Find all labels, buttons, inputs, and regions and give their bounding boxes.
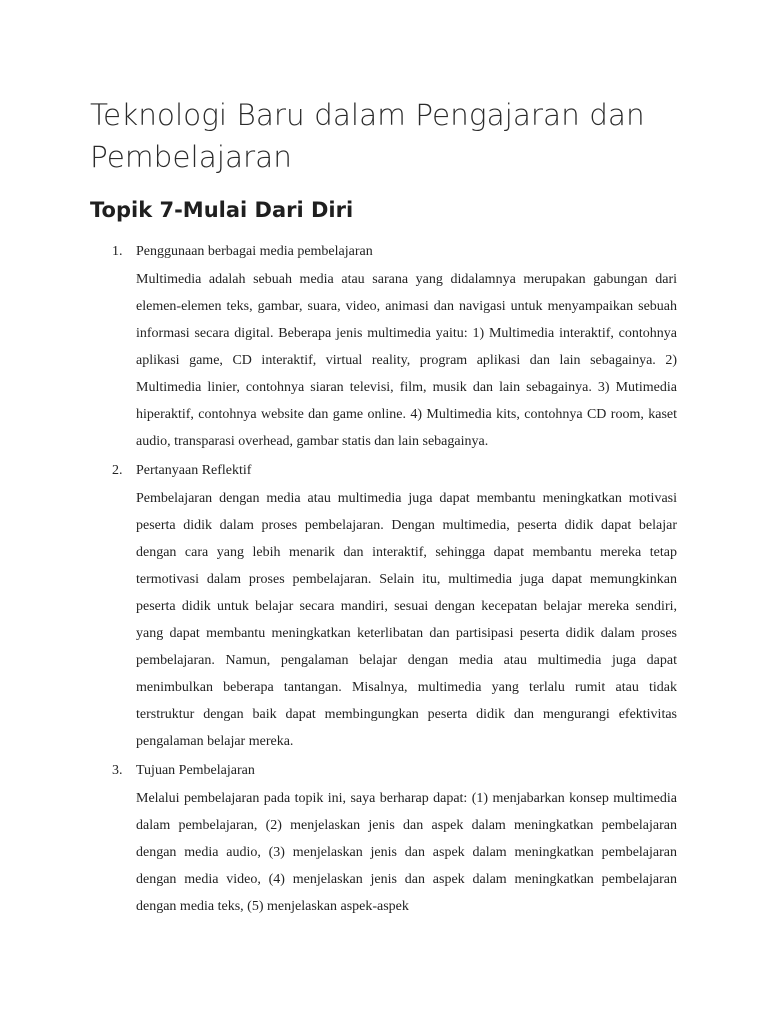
list-item — [0, 759, 768, 920]
list-item-body: Melalui pembelajaran pada topik ini, saya berharap dapat: (1) menjabarkan konsep multimedia dalam pembelajaran, (2) menjelaskan jenis dan aspek dalam meningkatkan pembelajaran dengan media audio, (3) menjelaskan jenis dan aspek dalam meningkatkan pembelajaran dengan media video, (4) menjelaskan jenis dan aspek dalam meningkatkan pembelajaran dengan media teks, (5) menjelaskan aspek-aspek — [136, 791, 677, 914]
list-item-number: 3. — [112, 763, 123, 778]
list-item-body: Multimedia adalah sebuah media atau sarana yang didalamnya merupakan gabungan dari elemen-elemen teks, gambar, suara, video, animasi dan navigasi untuk menyampaikan sebuah informasi secara digital. Beberapa jenis multimedia yaitu: 1) Multimedia interaktif, contohnya aplikasi game, CD interaktif, virtual reality, program aplikasi dan lain sebagainya. 2) Multimedia linier, contohnya siaran televisi, film, musik dan lain sebagainya. 3) Mutimedia hiperaktif, contohnya website dan game online. 4) Multimedia kits, contohnya CD room, kaset audio, transparasi overhead, gambar statis dan lain sebagainya. — [136, 272, 677, 449]
numbered-list — [0, 240, 768, 924]
list-item — [0, 240, 768, 455]
list-item-heading: Pertanyaan Reflektif — [136, 463, 252, 478]
document-title: Teknologi Baru dalam Pengajaran dan Pembelajaran — [90, 98, 645, 174]
list-item-body: Pembelajaran dengan media atau multimedia juga dapat membantu meningkatkan motivasi peserta didik dalam proses pembelajaran. Dengan multimedia, peserta didik dapat belajar dengan cara yang lebih menarik dan interaktif, sehingga dapat membantu mereka tetap termotivasi dalam proses pembelajaran. Selain itu, multimedia juga dapat memungkinkan peserta didik untuk belajar secara mandiri, sesuai dengan kecepatan belajar mereka sendiri, yang dapat membantu meningkatkan keterlibatan dan partisipasi peserta didik dalam proses pembelajaran. Namun, pengalaman belajar dengan media atau multimedia juga dapat menimbulkan beberapa tantangan. Misalnya, multimedia yang terlalu rumit atau tidak terstruktur dengan baik dapat membingungkan peserta didik dan mengurangi efektivitas pengalaman belajar mereka. — [136, 491, 677, 749]
list-item-number: 1. — [112, 244, 123, 259]
document-subtitle: Topik 7-Mulai Dari Diri — [90, 198, 354, 222]
list-item-heading: Penggunaan berbagai media pembelajaran — [136, 244, 373, 259]
list-item-heading: Tujuan Pembelajaran — [136, 763, 255, 778]
list-item — [0, 459, 768, 755]
list-item-number: 2. — [112, 463, 123, 478]
